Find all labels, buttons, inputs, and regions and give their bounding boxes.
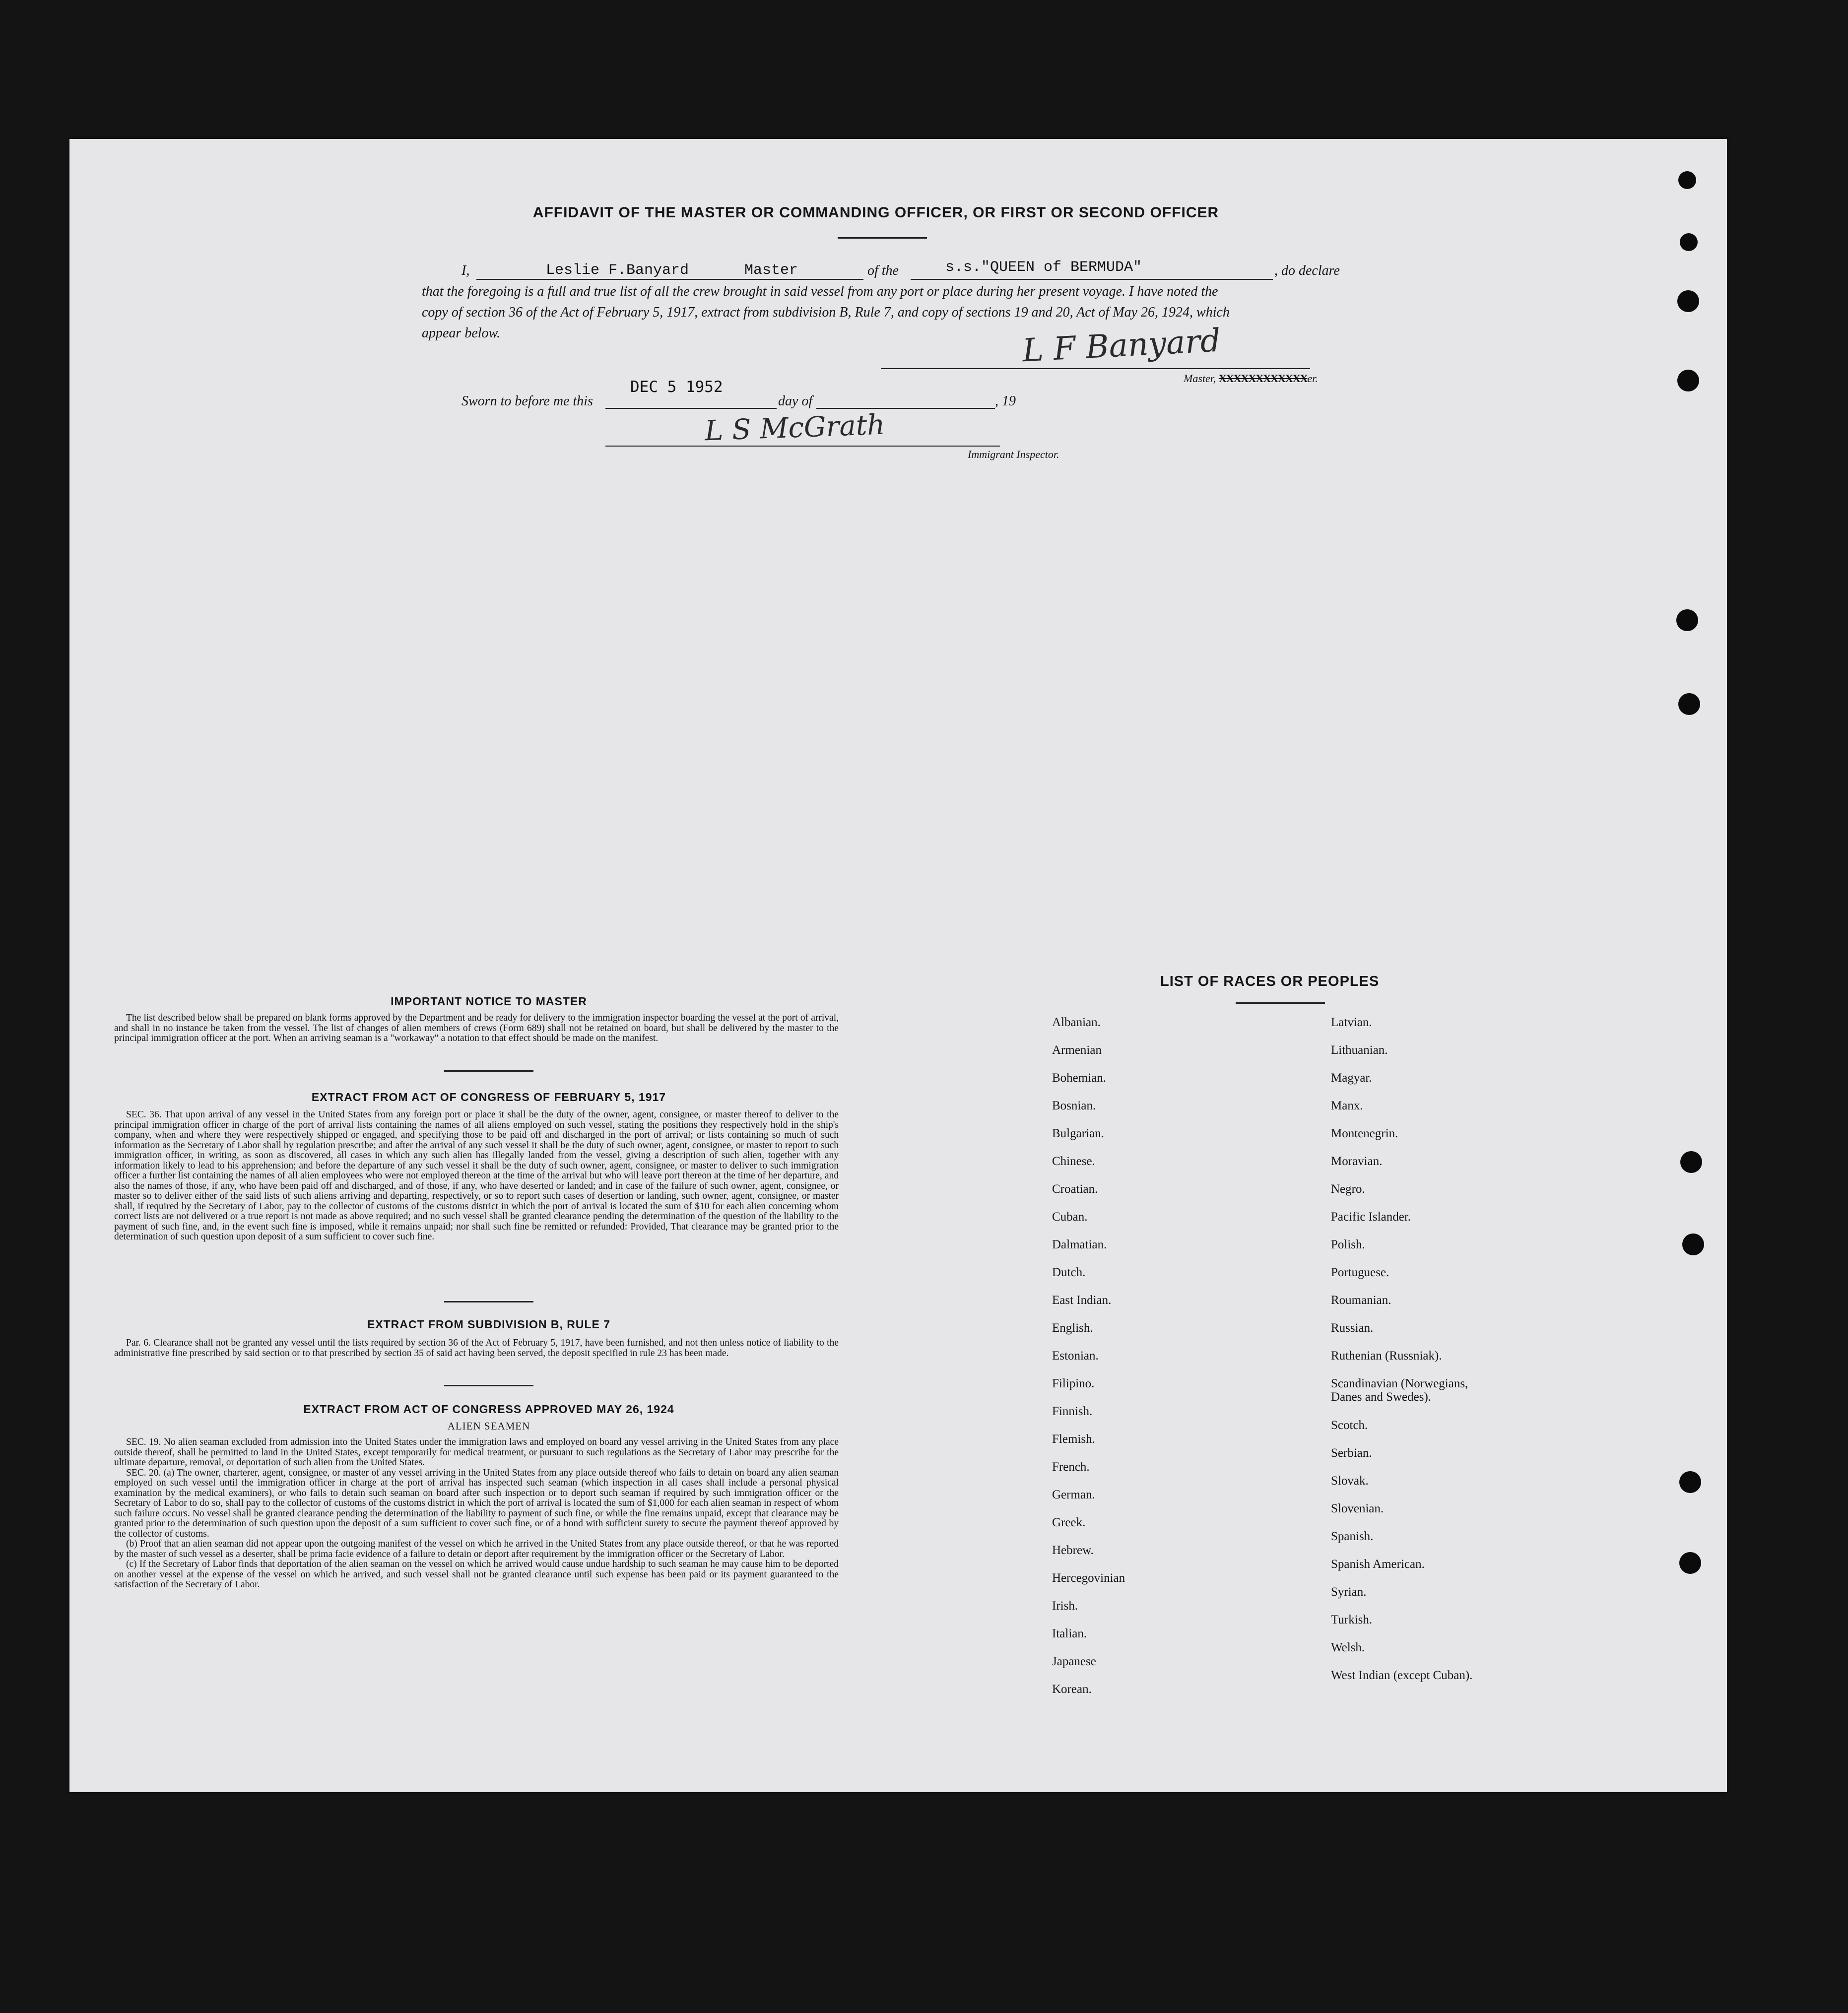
extract-1917-text: SEC. 36. That upon arrival of any vessel in the United States from any foreign port or place it shall be the duty of the owner, agent, consignee, or master thereof to deliver to the principal immigration officer in charge of the port of arrival lists containing the names of all aliens employed on such vessel, stating the positions they respectively hold in the ship's company, when and where they were respectively shipped or engaged, and specifying those to be paid off and discharged in the port of arrival; or lists containing so much of such information as the Secretary of Labor shall by regulation prescribe; and after the arrival of any such vessel it shall be the duty of such owner, agent, consignee, or master to report to such immigration officer, in writing, as soon as discovered, all cases in which any such alien has illegally landed from the vessel, giving a description of such alien, together with any information likely to lead to his apprehension; and before the departure of any such vessel it shall be the duty of such owner, agent, consignee, or master to deliver to such immigration officer a further list containing the names of all alien employees who were not employed thereon at the time of the arrival but who will leave port thereon at the time of her departure, and also the names of those, if any, who have been paid off and discharged, and of those, if any, who have deserted or landed; and in case of the failure of such owner, agent, consignee, or master so to deliver either of the said lists of such aliens arriving and departing, respectively, or so to report such cases of desertion or landing, such owner, agent, consignee, or master shall, if required by the Secretary of Labor, pay to the collector of customs of the customs district in which the port of arrival is located the sum of $10 for each alien concerning whom correct lists are not delivered or a true report is not made as above required; and no such vessel shall be granted clearance pending the determination of the question of the liability to the payment of such fine, and, in the event such fine is imposed, while it remains unpaid; nor shall such fine be remitted or refunded: Provided, That clearance may be granted prior to the determination of such question upon deposit of a sum sufficient to cover such fine. [114, 1109, 839, 1242]
inspector-caption: Immigrant Inspector. [968, 448, 1059, 460]
race-item: German. [1052, 1488, 1095, 1501]
race-item: Hercegovinian [1052, 1571, 1125, 1585]
section-20a-text: SEC. 20. (a) The owner, charterer, agent, consignee, or master of any vessel arriving in the United States from any place outside thereof who fails to detain on board any alien seaman employed on such vessel until the immigration officer in charge at the port of arrival has inspected such seaman (which inspection in all cases shall include a personal physical examination by the medical examiners), or who fails to detain such seaman on board after such inspection or to deport such seaman if required by such immigration officer or the Secretary of Labor to do so, shall pay to the collector of customs of the customs district in which the port of arrival is located the sum of $1,000 for each alien seaman in respect of whom such failure occurs. No vessel shall be granted clearance pending the determination of the liability to payment of such fine, or while the fine remains unpaid, except that clearance may be granted prior to the determination of such question upon the deposit of a sum sufficient to cover such fine, or of a bond with sufficient surety to secure the payment thereof approved by the collector of customs. [114, 1467, 839, 1539]
divider [444, 1385, 533, 1386]
extract-rule7-heading: EXTRACT FROM SUBDIVISION B, RULE 7 [367, 1318, 611, 1331]
race-item: Filipino. [1052, 1377, 1095, 1390]
race-item: Hebrew. [1052, 1544, 1094, 1557]
race-item: Dutch. [1052, 1266, 1086, 1279]
inspector-signature-line [605, 446, 1000, 447]
race-item: Montenegrin. [1331, 1127, 1398, 1140]
do-declare-label: , do declare [1274, 263, 1340, 278]
race-item: Scandinavian (Norwegians, Danes and Swedes). [1331, 1377, 1468, 1404]
race-item: Cuban. [1052, 1210, 1088, 1224]
sworn-month-underline [816, 408, 995, 409]
title-divider [838, 237, 927, 239]
extract-1924-subheading: ALIEN SEAMEN [447, 1420, 530, 1432]
race-item: Croatian. [1052, 1182, 1098, 1196]
race-item: Serbian. [1331, 1446, 1372, 1460]
race-item: Portuguese. [1331, 1266, 1389, 1279]
year-label: , 19 [995, 393, 1016, 409]
race-item: Slovak. [1331, 1474, 1369, 1488]
name-underline [476, 279, 863, 280]
punch-hole [1679, 1471, 1701, 1493]
race-item: English. [1052, 1321, 1093, 1335]
divider [444, 1070, 533, 1072]
race-item: Polish. [1331, 1238, 1365, 1251]
affidavit-line-4: appear below. [422, 325, 501, 341]
race-item: East Indian. [1052, 1294, 1112, 1307]
sworn-date-stamp: DEC 5 1952 [630, 378, 723, 396]
race-item: Bohemian. [1052, 1071, 1107, 1085]
master-signature-line [881, 368, 1310, 369]
affidavit-line-2: that the foregoing is a full and true list of all the crew brought in said vessel from any port or place during her present voyage. I have noted the [422, 284, 1218, 299]
race-item: Russian. [1331, 1321, 1374, 1335]
vessel-name: s.s."QUEEN of BERMUDA" [945, 259, 1142, 276]
master-caption [1184, 372, 1318, 385]
race-item: Flemish. [1052, 1432, 1095, 1446]
race-item: Turkish. [1331, 1613, 1373, 1626]
race-item: Spanish. [1331, 1530, 1374, 1543]
race-item: Greek. [1052, 1516, 1086, 1529]
race-item: Italian. [1052, 1627, 1087, 1640]
section-19-text: SEC. 19. No alien seaman excluded from admission into the United States under the immigration laws and employed on board any vessel arriving in the United States from any place outside thereof, shall be permitted to land in the United States, except temporarily for medical treatment, or pursuant to such regulations as the Secretary of Labor may prescribe for the ultimate departure, removal, or deportation of such alien from the United States. [114, 1437, 839, 1468]
race-item: Bosnian. [1052, 1099, 1096, 1112]
race-item: Roumanian. [1331, 1294, 1391, 1307]
affidavit-line-3: copy of section 36 of the Act of February 5, 1917, extract from subdivision B, Rule 7, and copy of sections 19 and 20, Act of May 26, 1924, which [422, 305, 1230, 320]
race-item: Ruthenian (Russniak). [1331, 1349, 1442, 1363]
race-item: Japanese [1052, 1655, 1096, 1668]
race-item: Irish. [1052, 1599, 1078, 1613]
sworn-label: Sworn to before me this [462, 393, 593, 409]
vessel-underline [911, 279, 1273, 280]
notice-body [114, 1013, 839, 1044]
race-item: Albanian. [1052, 1016, 1101, 1029]
notice-heading: IMPORTANT NOTICE TO MASTER [391, 995, 587, 1008]
master-signature: L F Banyard [1021, 322, 1222, 370]
punch-hole [1676, 609, 1698, 631]
races-divider [1236, 1002, 1325, 1004]
punch-hole [1682, 1234, 1704, 1255]
race-item: Spanish American. [1331, 1558, 1425, 1571]
race-item: Syrian. [1331, 1585, 1367, 1599]
punch-hole [1678, 693, 1700, 715]
race-item: Scotch. [1331, 1419, 1368, 1432]
race-item: Moravian. [1331, 1155, 1383, 1168]
race-item: Magyar. [1331, 1071, 1372, 1085]
section-20b-text: (b) Proof that an alien seaman did not appear upon the outgoing manifest of the vessel on which he arrived in the United States from any place outside thereof, or that he was reported by the master of such vessel as a deserter, shall be prima facie evidence of a failure to detain or deport after requirement by the immigration officer or the Secretary of Labor. [114, 1539, 839, 1559]
master-name: Leslie F.Banyard [546, 262, 689, 279]
sworn-day-underline [605, 408, 777, 409]
race-item: Bulgarian. [1052, 1127, 1104, 1140]
punch-hole [1677, 370, 1699, 391]
extract-rule7-text: Par. 6. Clearance shall not be granted any vessel until the lists required by section 36 of the Act of February 5, 1917, have been furnished, and not then unless notice of liability to the administrative fine prescribed by said section or to that prescribed by section 35 of said act having been served, the deposit specified in rule 23 has been made. [114, 1338, 839, 1359]
extract-rule7-body [114, 1338, 839, 1359]
inspector-signature: L S McGrath [704, 408, 886, 448]
extract-1917-heading: EXTRACT FROM ACT OF CONGRESS OF FEBRUARY 5, 1917 [311, 1091, 666, 1104]
race-item: Armenian [1052, 1043, 1102, 1057]
extract-1917-body [114, 1110, 839, 1242]
race-item: Chinese. [1052, 1155, 1095, 1168]
race-item: Welsh. [1331, 1641, 1365, 1654]
affidavit-title: AFFIDAVIT OF THE MASTER OR COMMANDING OFFICER, OR FIRST OR SECOND OFFICER [532, 204, 1219, 221]
master-caption-struck: XXXXXXXXXXXX [1218, 372, 1308, 385]
race-item: Dalmatian. [1052, 1238, 1107, 1251]
master-rank: Master [744, 262, 798, 279]
race-item: Pacific Islander. [1331, 1210, 1411, 1224]
divider [444, 1301, 533, 1302]
race-item: Negro. [1331, 1182, 1365, 1196]
extract-1924-heading: EXTRACT FROM ACT OF CONGRESS APPROVED MAY 26, 1924 [303, 1403, 674, 1416]
punch-hole [1680, 1151, 1702, 1173]
master-caption-suffix: er. [1307, 372, 1318, 385]
race-item: French. [1052, 1460, 1090, 1474]
race-item: Slovenian. [1331, 1502, 1384, 1515]
affidavit-i-label: I, [462, 263, 470, 278]
day-of-label: day of [778, 393, 813, 409]
punch-hole [1678, 171, 1696, 189]
race-item: Estonian. [1052, 1349, 1099, 1363]
race-item: Korean. [1052, 1683, 1092, 1696]
race-item: West Indian (except Cuban). [1331, 1669, 1473, 1682]
extract-1924-body [114, 1437, 839, 1590]
race-item: Finnish. [1052, 1405, 1093, 1418]
race-item: Manx. [1331, 1099, 1363, 1112]
punch-hole [1677, 290, 1699, 312]
of-the-label: of the [867, 263, 899, 278]
master-caption-prefix: Master, [1184, 372, 1216, 385]
race-item: Latvian. [1331, 1016, 1372, 1029]
section-20c-text: (c) If the Secretary of Labor finds that deportation of the alien seaman on the vessel on which he arrived would cause undue hardship to such seaman he may cause him to be deported on another vessel at the expense of the vessel on which he arrived, and such vessel shall not be granted clearance until such expense has been paid or its payment guaranteed to the satisfaction of the Secretary of Labor. [114, 1559, 839, 1590]
notice-body-text: The list described below shall be prepared on blank forms approved by the Department and be ready for delivery to the immigration inspector boarding the vessel at the port of arrival, and shall in no instance be taken from the vessel. The list of changes of alien members of crews (Form 689) shall not be retained on board, but shall be delivered by the master to the principal immigration officer at the port. When an arriving seaman is a "workaway" a notation to that effect should be made on the manifest. [114, 1013, 839, 1043]
punch-hole [1679, 1552, 1701, 1574]
punch-hole [1680, 233, 1698, 251]
races-heading: LIST OF RACES OR PEOPLES [1160, 974, 1380, 989]
race-item: Lithuanian. [1331, 1043, 1388, 1057]
